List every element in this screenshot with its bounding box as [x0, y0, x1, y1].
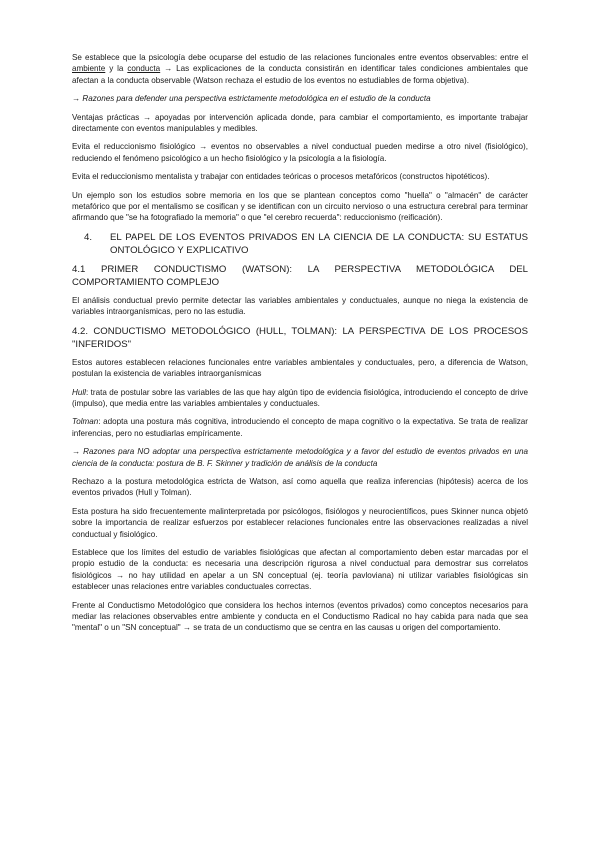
- paragraph-mentalist-reductionism: Evita el reduccionismo mentalista y trabajar con entidades teóricas o procesos metafóricos (constructos hipotéticos).: [72, 172, 490, 182]
- section-title: EL PAPEL DE LOS EVENTOS PRIVADOS EN LA CIENCIA DE LA CONDUCTA: SU ESTATUS ONTOLÓGICO Y EXPLICATIVO: [110, 231, 528, 256]
- paragraph-tolman: [72, 416, 528, 439]
- paragraph-authors-relations: Estos autores establecen relaciones funcionales entre variables ambientales y conductuales, pero, a diferencia de Watson, postulan la existencia de variables intraorganísmicas: [72, 357, 528, 379]
- text-run: : trata de postular sobre las variables de las que hay algún tipo de evidencia fisiológica, introduciendo el concepto de drive (impulso), que media entre las variables ambientales y conductuales.: [72, 387, 528, 408]
- paragraph-rejection: Rechazo a la postura metodológica estricta de Watson, así como aquella que realiza inferencias (hipótesis) acerca de los eventos privados (Hull y Tolman).: [72, 476, 528, 498]
- text-run: → Las explicaciones de la conducta consistirán en identificar tales condiciones ambientales que afectan a la conducta observable (Watson rechaza el estudio de los eventos no estudiables de forma objetiva).: [72, 64, 529, 85]
- underlined-term-conducta: conducta: [127, 64, 161, 74]
- author-name-hull: Hull: [72, 387, 86, 397]
- paragraph-prior-analysis: El análisis conductual previo permite detectar las variables ambientales y conductuales, aunque no niega la existencia de variables intraorganísmicas, pero no las estudia.: [72, 295, 528, 317]
- section-number: 4.: [84, 231, 93, 243]
- paragraph-memory-example: Un ejemplo son los estudios sobre memoria en los que se plantean conceptos como "huella" o "almacén" de carácter metafórico que por el mentalismo se cosifican y se identifican con un circuito nervioso o una estructura cerebral para terminar afirmando que "se ha fotografiado la memoria" o que "el cerebro recuerda": reduccionismo (reificación).: [72, 190, 528, 223]
- paragraph-reasons-skinner: → Razones para NO adoptar una perspectiva estrictamente metodológica y a favor del estudio de eventos privados en una ciencia de la conducta: postura de B. F. Skinner y tradición de análisis de la conducta: [72, 447, 528, 468]
- paragraph-reasons-methodological: → Razones para defender una perspectiva estrictamente metodológica en el estudio de la conducta: [72, 94, 431, 104]
- subsection-heading-4-1: 4.1 PRIMER CONDUCTISMO (WATSON): LA PERSPECTIVA METODOLÓGICA DEL COMPORTAMIENTO COMPLEJO: [72, 263, 528, 288]
- paragraph-physiological-reductionism: Evita el reduccionismo fisiológico → eventos no observables a nivel conductual pueden medirse a otro nivel (fisiológico), reduciendo el fenómeno psicológico a un hecho fisiológico y la psicología a la fisiología.: [72, 142, 528, 163]
- section-heading-4: [72, 231, 528, 257]
- paragraph-misinterpreted: Esta postura ha sido frecuentemente malinterpretada por psicólogos, fisiólogos y neurocientíficos, pues Skinner nunca objetó sobre la importancia de realizar esfuerzos por establecer relaciones funcionales entre las observaciones realizadas a nivel conductual y fisiológico.: [72, 506, 528, 539]
- paragraph-radical-behaviorism: Frente al Conductismo Metodológico que considera los hechos internos (eventos privados) como conceptos necesarios para mediar las relaciones observables entre ambiente y conducta en el Conductismo Radical no hay cabida para nada que sea "mental" o un "SN conceptual" → se trata de un conductismo que se centra en las causas u origen del comportamiento.: [72, 600, 528, 633]
- document-page: [72, 52, 528, 641]
- underlined-term-ambiente: ambiente: [72, 64, 106, 74]
- paragraph-hull: [72, 387, 528, 410]
- author-name-tolman: Tolman: [72, 417, 99, 427]
- text-run: y la: [105, 64, 128, 74]
- paragraph-practical-advantages: Ventajas prácticas → apoyadas por intervención aplicada donde, para cambiar el comportamiento, es importante trabajar directamente con eventos manipulables y medibles.: [72, 112, 528, 134]
- text-run: Se establece que la psicología debe ocuparse del estudio de las relaciones funcionales entre eventos observables: entre el: [72, 53, 528, 62]
- text-run: : adopta una postura más cognitiva, introduciendo el concepto de mapa cognitivo o la expectativa. Se trata de realizar inferencias, pero no estudiarlas empíricamente.: [72, 417, 528, 438]
- paragraph-functional-relations: [72, 52, 528, 86]
- subsection-heading-4-2: 4.2. CONDUCTISMO METODOLÓGICO (HULL, TOLMAN): LA PERSPECTIVA DE LOS PROCESOS "INFERIDOS": [72, 325, 528, 350]
- paragraph-limits: Establece que los límites del estudio de variables fisiológicas que afectan al comportamiento deben estar marcadas por el propio estudio de la conducta: es necesaria una descripción rigurosa a nivel conductual para demostrar sus correlatos fisiológicos → no hay utilidad en apelar a un SN conceptual (ej. teoría pavloviana) ni utilizar variables fisiológicas sin establecer unas relaciones entre variables conductuales correctas.: [72, 547, 528, 592]
